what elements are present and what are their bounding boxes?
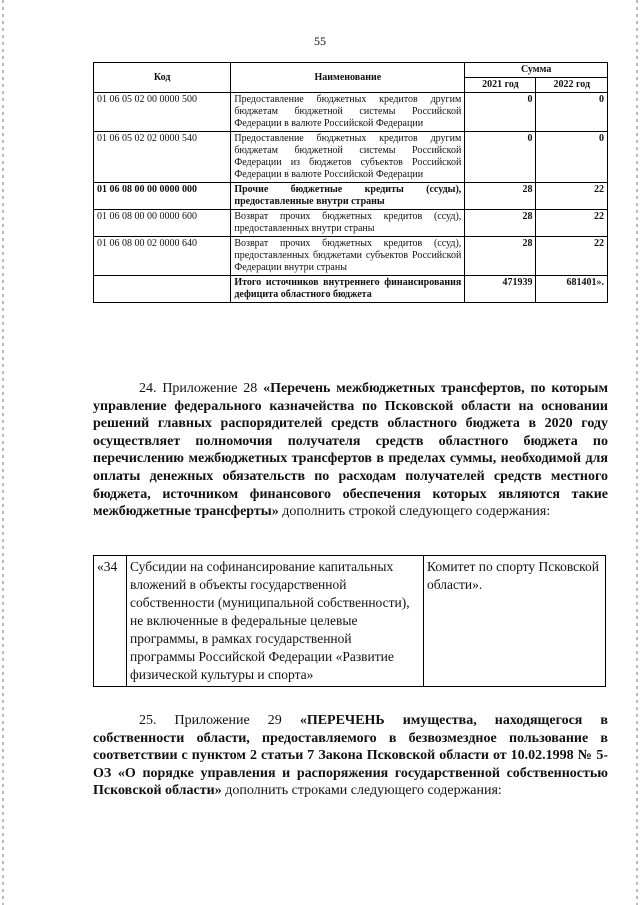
insert-row-org: Комитет по спорту Псковской области». <box>424 556 606 687</box>
table-row <box>94 132 608 183</box>
row-value-2021: 0 <box>465 93 536 132</box>
row-name: Предоставление бюджетных кредитов другим бюджетам бюджетной системы Российской Федерации из бюджетов субъектов Российской Федерации в валюте Российской Федерации <box>231 132 465 183</box>
row-name: Предоставление бюджетных кредитов другим бюджетам бюджетной системы Российской Федерации в валюте Российской Федерации <box>231 93 465 132</box>
row-value-2022: 0 <box>536 93 608 132</box>
paragraph-25-lead: 25. Приложение 29 <box>139 713 300 728</box>
row-value-2021: 28 <box>465 210 536 237</box>
table-header-row <box>94 63 608 78</box>
paragraph-24-tail: дополнить строкой следующего содержания: <box>278 504 551 520</box>
row-value-2021: 0 <box>465 132 536 183</box>
row-code <box>94 276 231 303</box>
sources-table <box>93 62 608 303</box>
row-value-2021: 471939 <box>465 276 536 303</box>
scan-edge-right <box>636 0 638 905</box>
header-sum: Сумма <box>465 63 608 78</box>
row-value-2022: 0 <box>536 132 608 183</box>
table-row <box>94 210 608 237</box>
scan-edge-left <box>2 0 4 905</box>
row-code: 01 06 05 02 00 0000 500 <box>94 93 231 132</box>
row-value-2022: 22 <box>536 183 608 210</box>
insert-row-number: «34 <box>94 556 127 687</box>
table-row <box>94 93 608 132</box>
paragraph-24-lead: 24. Приложение 28 <box>139 381 264 396</box>
row-name: Прочие бюджетные кредиты (ссуды), предоставленные внутри страны <box>231 183 465 210</box>
row-name: Итого источников внутреннего финансирования дефицита областного бюджета <box>231 276 465 303</box>
row-code: 01 06 08 00 00 0000 000 <box>94 183 231 210</box>
paragraph-25-title: «ПЕРЕЧЕНЬ имущества, находящегося в собственности области, предоставляемого в безвозмездное пользование в соответствии с пунктом 2 статьи 7 Закона Псковской области от 10.02.1998 № 5-ОЗ «О порядке управления и распоряжения государственной собственностью Псковской области» <box>93 713 608 799</box>
row-value-2022: 22 <box>536 237 608 276</box>
paragraph-24 <box>93 380 608 521</box>
row-name: Возврат прочих бюджетных кредитов (ссуд), предоставленных внутри страны <box>231 210 465 237</box>
insert-table <box>93 555 606 687</box>
row-value-2022: 681401». <box>536 276 608 303</box>
table-row <box>94 183 608 210</box>
row-name: Возврат прочих бюджетных кредитов (ссуд), предоставленных бюджетами субъектов Российской Федерации внутри страны <box>231 237 465 276</box>
page-number: 55 <box>314 34 326 48</box>
row-value-2021: 28 <box>465 237 536 276</box>
row-code: 01 06 08 00 02 0000 640 <box>94 237 231 276</box>
header-2022: 2022 год <box>536 78 608 93</box>
header-code: Код <box>94 63 231 93</box>
row-code: 01 06 08 00 00 0000 600 <box>94 210 231 237</box>
table-row <box>94 237 608 276</box>
paragraph-25-tail: дополнить строками следующего содержания: <box>221 783 502 799</box>
row-code: 01 06 05 02 02 0000 540 <box>94 132 231 183</box>
table-row <box>94 556 606 687</box>
header-name: Наименование <box>231 63 465 93</box>
paragraph-24-title: «Перечень межбюджетных трансфертов, по которым управление федерального казначейства по Псковской области на основании решений главных распорядителей средств областного бюджета в 2020 году осуществляет полномочия получателя средств областного бюджета по перечислению межбюджетных трансфертов в пределах суммы, необходимой для оплаты денежных обязательств по расходам получателей средств местного бюджета, источником финансового обеспечения которых являются такие межбюджетные трансферты» <box>93 381 608 520</box>
row-value-2022: 22 <box>536 210 608 237</box>
row-value-2021: 28 <box>465 183 536 210</box>
header-2021: 2021 год <box>465 78 536 93</box>
paragraph-25 <box>93 712 608 800</box>
insert-row-text: Субсидии на софинансирование капитальных вложений в объекты государственной собственности (муниципальной собственности), не включенные в федеральные целевые программы, в рамках государственной программы Российской Федерации «Развитие физической культуры и спорта» <box>127 556 424 687</box>
table-row-total <box>94 276 608 303</box>
